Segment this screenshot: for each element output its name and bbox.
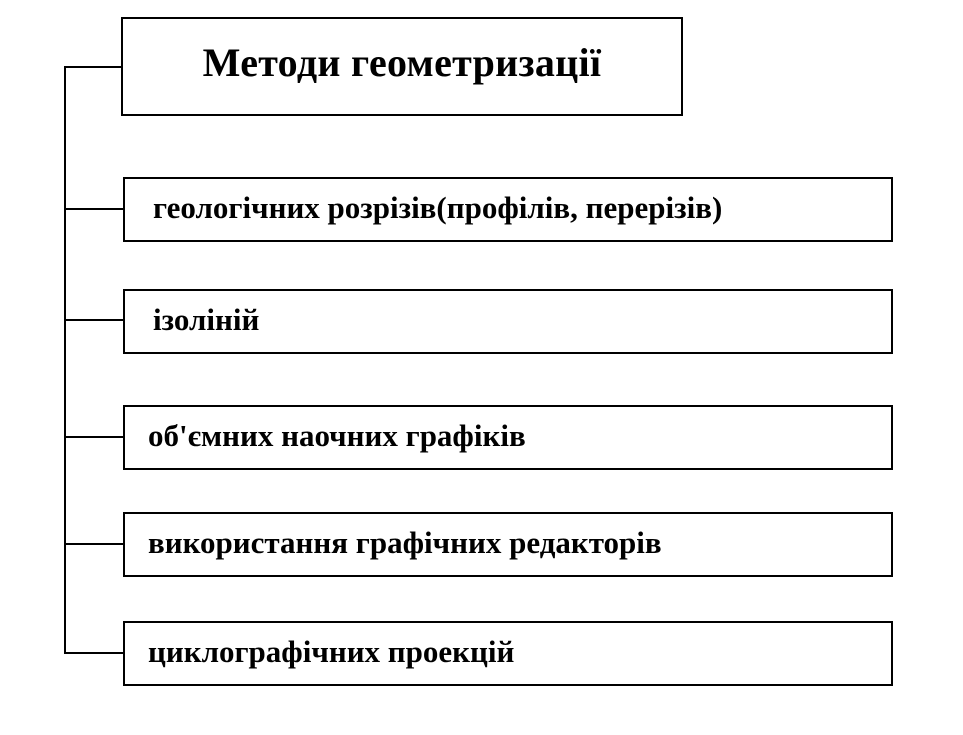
method-label: циклографічних проекцій	[148, 633, 515, 669]
method-box-volumetric-graphs	[123, 405, 893, 470]
connector-branch-4	[64, 543, 123, 545]
diagram-title: Методи геометризації	[202, 40, 602, 85]
method-label: геологічних розрізів(профілів, перерізів)	[153, 189, 723, 225]
connector-branch-2	[64, 319, 123, 321]
title-box	[121, 17, 683, 116]
connector-spine	[64, 66, 66, 654]
method-box-graphic-editors	[123, 512, 893, 577]
method-box-geological-sections	[123, 177, 893, 242]
method-label: використання графічних редакторів	[148, 524, 662, 560]
method-label: об'ємних наочних графіків	[148, 417, 526, 453]
connector-branch-title	[64, 66, 121, 68]
connector-branch-5	[64, 652, 123, 654]
method-box-cyclographic-projections	[123, 621, 893, 686]
method-box-isolines	[123, 289, 893, 354]
connector-branch-3	[64, 436, 123, 438]
method-label: ізоліній	[153, 301, 260, 337]
connector-branch-1	[64, 208, 123, 210]
